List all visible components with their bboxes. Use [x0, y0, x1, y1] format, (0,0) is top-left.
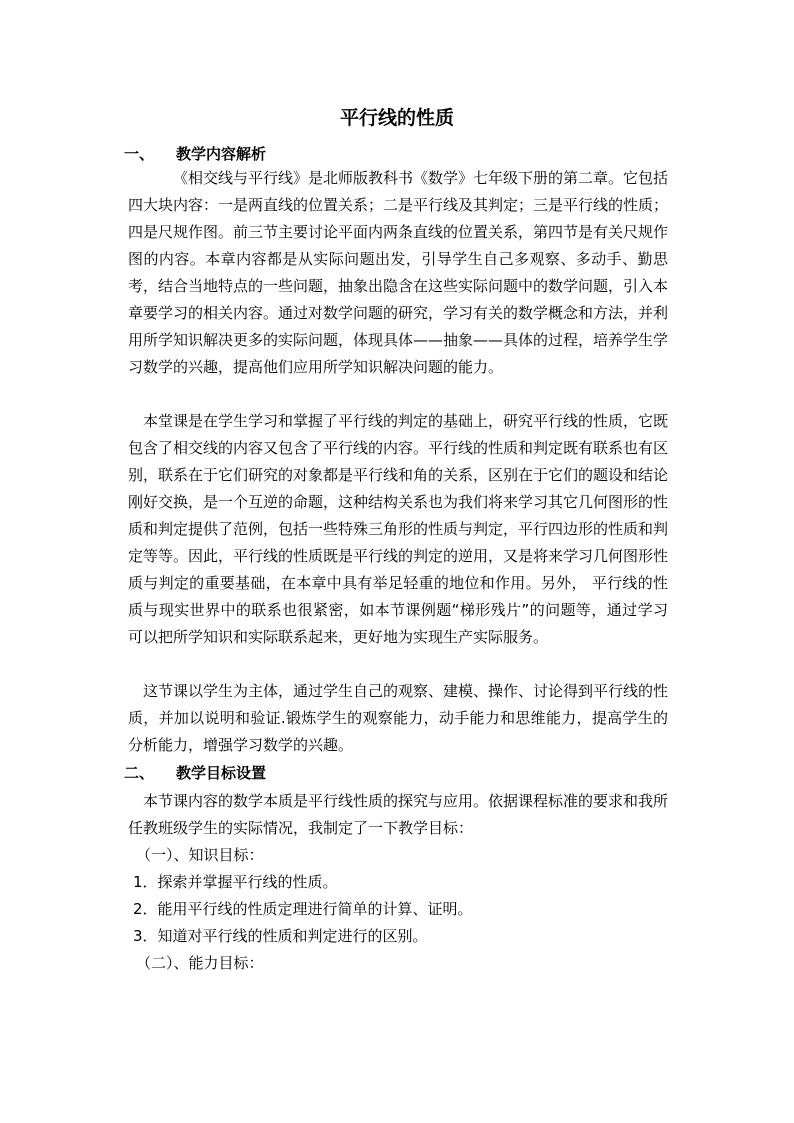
section-2-intro: 本节课内容的数学本质是平行线性质的探究与应用。依据课程标准的要求和我所任教班级学生的实际情况，我制定了一下教学目标：	[128, 792, 669, 837]
section-1-paragraph-2: 本堂课是在学生学习和掌握了平行线的判定的基础上，研究平行线的性质，它既包含了相交线的内容又包含了平行线的内容。平行线的性质和判定既有联系也有区别，联系在于它们研究的对象都是平行线和角的关系，区别在于它们的题设和结论刚好交换，是一个互逆的命题，这种结构关系也为我们将来学习其它几何图形的性质和判定提供了范例，包括一些特殊三角形的性质与判定，平行四边形的性质和判定等等。因此，平行线的性质既是平行线的判定的逆用，又是将来学习几何图形性质与判定的重要基础，在本章中具有举足轻重的地位和作用。另外， 平行线的性质与现实世界中的联系也很紧密，如本节课例题“梯形残片”的问题等，通过学习可以把所学知识和实际联系起来，更好地为实现生产实际服务。	[128, 412, 669, 646]
ability-objectives-heading: （二）、能力目标：	[136, 954, 264, 972]
section-1-heading	[124, 141, 266, 167]
section-2-title: 教学目标设置	[176, 764, 267, 782]
list-item: 2．能用平行线的性质定理进行简单的计算、证明。	[133, 900, 473, 918]
section-1-title: 教学内容解析	[176, 145, 267, 163]
document-title: 平行线的性质	[339, 107, 454, 129]
section-2-heading	[124, 760, 266, 786]
knowledge-objectives-heading: （一）、知识目标：	[136, 846, 264, 864]
section-1-paragraph-1: 《相交线与平行线》是北师版教科书《数学》七年级下册的第二章。它包括四大块内容：一是两直线的位置关系；二是平行线及其判定；三是平行线的性质；四是尺规作图。前三节主要讨论平面内两条直线的位置关系，第四节是有关尺规作图的内容。本章内容都是从实际问题出发，引导学生自己多观察、多动手、勤思考，结合当地特点的一些问题，抽象出隐含在这些实际问题中的数学问题，引入本章要学习的相关内容。通过对数学问题的研究，学习有关的数学概念和方法，并利用所学知识解决更多的实际问题，体现具体——抽象——具体的过程，培养学生学习数学的兴趣，提高他们应用所学知识解决问题的能力。	[128, 169, 669, 376]
list-item: 3．知道对平行线的性质和判定进行的区别。	[133, 927, 428, 945]
list-item: 1．探索并掌握平行线的性质。	[133, 873, 338, 891]
section-2-number: 二、	[124, 764, 155, 782]
section-1-number: 一、	[124, 145, 155, 163]
section-1-paragraph-3: 这节课以学生为主体，通过学生自己的观察、建模、操作、讨论得到平行线的性质，并加以说明和验证.锻炼学生的观察能力，动手能力和思维能力，提高学生的分析能力，增强学习数学的兴趣。	[128, 682, 669, 754]
objectives-list	[128, 842, 668, 977]
